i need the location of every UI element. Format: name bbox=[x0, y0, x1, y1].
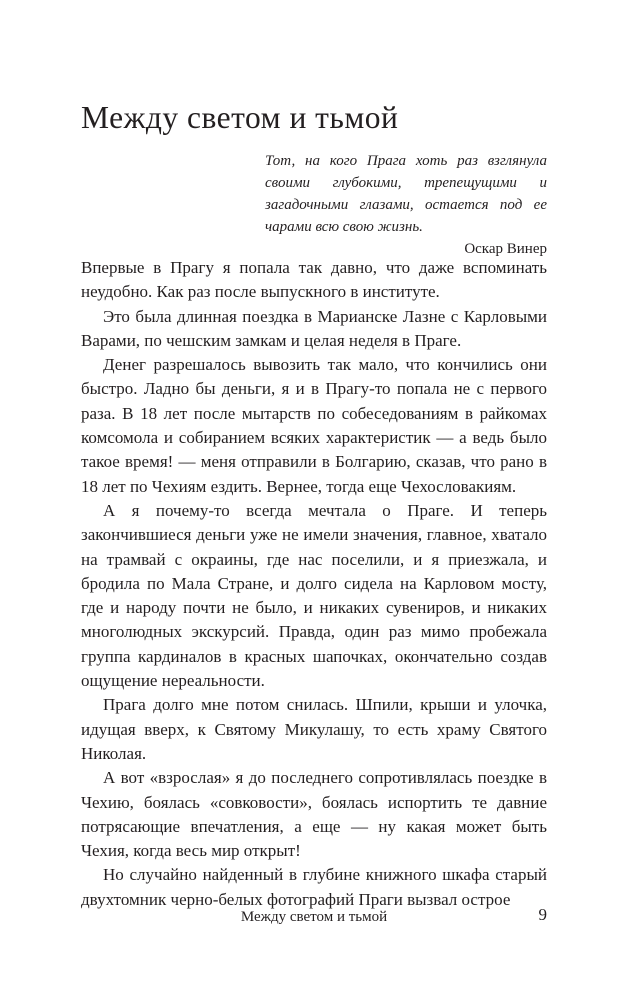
epigraph bbox=[265, 150, 547, 260]
paragraph: А я почему-то всегда мечтала о Праге. И теперь закончившиеся деньги уже не имели значения, главное, хватало на трамвай с окраины, где нас поселили, и я приезжала, и бродила по Мала Стране, и долго сидела на Карловом мосту, где и народу почти не было, и никаких сувениров, и никаких многолюдных экскурсий. Правда, один раз мимо пробежала группа кардиналов в красных шапочках, окончательно создав ощущение нереальности. bbox=[81, 500, 547, 691]
epigraph-quote: Тот, на кого Прага хоть раз взглянула своими глубокими, трепещущими и загадочными глазами, остается под ее чарами всю свою жизнь. bbox=[265, 153, 547, 235]
page-number: 9 bbox=[538, 905, 547, 924]
paragraph: Это была длинная поездка в Марианске Лазне с Карловыми Варами, по чешским замкам и целая неделя в Праге. bbox=[81, 306, 547, 350]
body-text bbox=[81, 256, 547, 912]
running-head: Между светом и тьмой bbox=[240, 909, 388, 925]
chapter-title: Между светом и тьмой bbox=[81, 100, 399, 135]
paragraph: А вот «взрослая» я до последнего сопротивлялась поездке в Чехию, боялась «совковости», боялась испортить те давние потрясающие впечатления, а еще — ну какая может быть Чехия, когда весь мир открыт! bbox=[81, 768, 547, 861]
epigraph-author: Оскар Винер bbox=[464, 241, 547, 257]
paragraph: Впервые в Прагу я попала так давно, что даже вспоминать неудобно. Как раз после выпускного в институте. bbox=[81, 258, 547, 302]
paragraph: Прага долго мне потом снилась. Шпили, крыши и улочка, идущая вверх, к Святому Микулашу, то есть храму Святого Николая. bbox=[81, 695, 547, 763]
paragraph: Денег разрешалось вывозить так мало, что кончились они быстро. Ладно бы деньги, я и в Прагу-то попала не с первого раза. В 18 лет после мытарств по собеседованиям в райкомах комсомола и собиранием всяких характеристик — а ведь было такое время! — меня отправили в Болгарию, сказав, что рано в 18 лет по Чехиям ездить. Вернее, тогда еще Чехословакиям. bbox=[81, 355, 547, 496]
paragraph: Но случайно найденный в глубине книжного шкафа старый двухтомник черно-белых фотографий Праги вызвал острое bbox=[81, 865, 547, 909]
book-page bbox=[81, 0, 547, 1000]
